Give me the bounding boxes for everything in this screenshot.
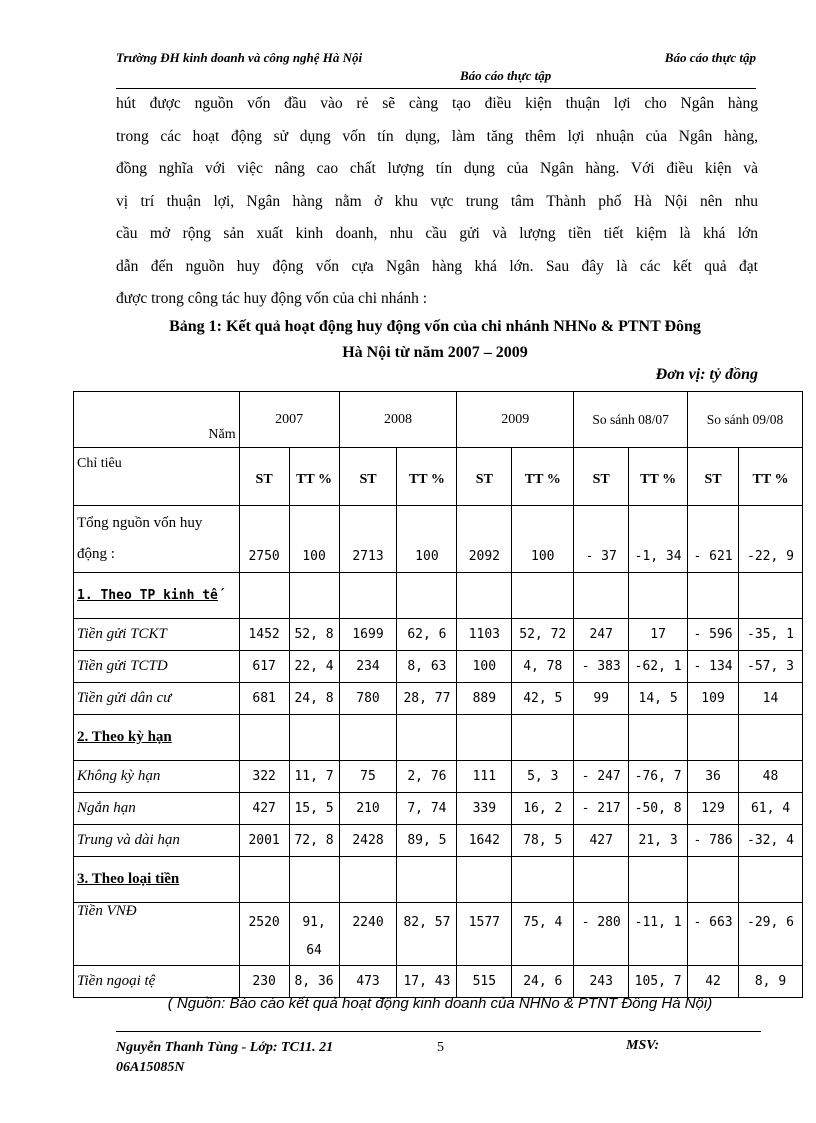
table-cell xyxy=(339,857,397,903)
school-name: Trường ĐH kinh doanh và công nghệ Hà Nội xyxy=(116,50,363,65)
table-cell: - 383 xyxy=(574,651,629,683)
table-cell: 100 xyxy=(289,506,339,573)
table-row xyxy=(74,857,803,903)
corner-year-label: Năm xyxy=(74,392,240,448)
source-note: ( Nguồn: Báo cáo kết quả hoạt động kinh doanh của NHNo & PTNT Đông Hà Nội) xyxy=(167,995,713,1012)
table-cell: - 621 xyxy=(688,506,739,573)
table-cell: -50, 8 xyxy=(629,793,688,825)
table-cell: 99 xyxy=(574,683,629,715)
table-caption-line2: Hà Nội từ năm 2007 – 2009 xyxy=(342,344,528,361)
sub-header-tt: TT % xyxy=(629,448,688,506)
table-cell: 24, 6 xyxy=(512,966,574,998)
table-cell: 210 xyxy=(339,793,397,825)
row-label: Ngắn hạn xyxy=(74,793,240,825)
table-cell: 8, 63 xyxy=(397,651,457,683)
table-cell: 1699 xyxy=(339,619,397,651)
page-header xyxy=(116,48,756,89)
row-label: Tiền gửi dân cư xyxy=(74,683,240,715)
footer-author-line1: Nguyễn Thanh Tùng - Lớp: TC11. 21 xyxy=(116,1040,334,1055)
table-cell: 111 xyxy=(457,761,512,793)
table-cell: 339 xyxy=(457,793,512,825)
table-cell xyxy=(512,857,574,903)
table-cell: - 134 xyxy=(688,651,739,683)
table-cell: 889 xyxy=(457,683,512,715)
table-cell: 17 xyxy=(629,619,688,651)
paragraph-line: trong các hoạt động sử dụng vốn tín dụng, làm tăng thêm lợi nhuận của Ngân hàng, xyxy=(116,127,758,145)
table-cell: 2520 xyxy=(239,903,289,966)
table-row xyxy=(74,966,803,998)
report-title-center: Báo cáo thực tập xyxy=(460,68,552,83)
table-cell xyxy=(239,857,289,903)
corner-indicator-label: Chỉ tiêu xyxy=(74,448,240,506)
table-cell: -22, 9 xyxy=(739,506,803,573)
paragraph-line: vị trí thuận lợi, Ngân hàng nằm ở khu vực trung tâm Thành phố Hà Nội nên nhu xyxy=(116,192,758,210)
table-cell: -11, 1 xyxy=(629,903,688,966)
table-cell: 100 xyxy=(397,506,457,573)
table-cell: 52, 8 xyxy=(289,619,339,651)
table-cell: 1642 xyxy=(457,825,512,857)
table-body xyxy=(74,506,803,998)
table-cell: 515 xyxy=(457,966,512,998)
table-cell: 1103 xyxy=(457,619,512,651)
table-cell: 42 xyxy=(688,966,739,998)
table-cell xyxy=(512,573,574,619)
year-2007: 2007 xyxy=(239,392,339,448)
table-cell: 427 xyxy=(239,793,289,825)
table-cell: 473 xyxy=(339,966,397,998)
table-cell: 52, 72 xyxy=(512,619,574,651)
capital-mobilization-table xyxy=(73,391,803,998)
table-cell: 109 xyxy=(688,683,739,715)
table-row xyxy=(74,825,803,857)
table-cell: 11, 7 xyxy=(289,761,339,793)
row-label: 3. Theo loại tiền xyxy=(74,857,240,903)
table-cell: 2001 xyxy=(239,825,289,857)
table-cell xyxy=(629,573,688,619)
table-cell: 15, 5 xyxy=(289,793,339,825)
sub-header-tt: TT % xyxy=(512,448,574,506)
table-cell: -29, 6 xyxy=(739,903,803,966)
table-caption xyxy=(110,314,760,366)
table-cell xyxy=(239,715,289,761)
sub-header-tt: TT % xyxy=(397,448,457,506)
page-number: 5 xyxy=(437,1040,444,1055)
table-row xyxy=(74,573,803,619)
table-cell xyxy=(688,715,739,761)
table-cell: 17, 43 xyxy=(397,966,457,998)
year-header-row xyxy=(74,392,803,448)
table-cell xyxy=(688,857,739,903)
table-cell: -1, 34 xyxy=(629,506,688,573)
table-cell: 617 xyxy=(239,651,289,683)
table-cell xyxy=(574,715,629,761)
table-cell: 14, 5 xyxy=(629,683,688,715)
table-row xyxy=(74,683,803,715)
table-cell: 230 xyxy=(239,966,289,998)
table-cell: - 596 xyxy=(688,619,739,651)
table-cell: - 786 xyxy=(688,825,739,857)
table-cell: - 217 xyxy=(574,793,629,825)
table-cell xyxy=(397,857,457,903)
row-label: Tiền gửi TCKT xyxy=(74,619,240,651)
sub-header-tt: TT % xyxy=(739,448,803,506)
row-label: Tiền ngoại tệ xyxy=(74,966,240,998)
table-row xyxy=(74,715,803,761)
sub-header-st: ST xyxy=(688,448,739,506)
table-cell: 78, 5 xyxy=(512,825,574,857)
table-cell xyxy=(339,573,397,619)
table-cell: 28, 77 xyxy=(397,683,457,715)
table-cell xyxy=(457,857,512,903)
table-cell: 2428 xyxy=(339,825,397,857)
sub-header-row xyxy=(74,448,803,506)
table-cell: 2240 xyxy=(339,903,397,966)
table-cell: 82, 57 xyxy=(397,903,457,966)
row-label: Tiền gửi TCTD xyxy=(74,651,240,683)
table-cell xyxy=(739,573,803,619)
paragraph-line: cầu mở rộng sản xuất kinh doanh, nhu cầu gửi và lượng tiền tiết kiệm là khá lớn xyxy=(116,225,758,242)
table-row xyxy=(74,793,803,825)
table-cell: - 280 xyxy=(574,903,629,966)
table-cell xyxy=(457,573,512,619)
row-label: 2. Theo kỳ hạn xyxy=(74,715,240,761)
table-cell: 2092 xyxy=(457,506,512,573)
table-cell: 5, 3 xyxy=(512,761,574,793)
table-cell xyxy=(239,573,289,619)
paragraph-line: dẫn đến nguồn huy động vốn cựa Ngân hàng khá lớn. Sau đây là các kết quả đạt xyxy=(116,257,758,275)
compare-08-07: So sánh 08/07 xyxy=(574,392,688,448)
table-cell: 780 xyxy=(339,683,397,715)
table-cell: 1577 xyxy=(457,903,512,966)
table-cell xyxy=(739,715,803,761)
table-cell: 105, 7 xyxy=(629,966,688,998)
table-cell: 7, 74 xyxy=(397,793,457,825)
sub-header-tt: TT % xyxy=(289,448,339,506)
table-cell: 24, 8 xyxy=(289,683,339,715)
table-row xyxy=(74,903,803,966)
table-caption-line1: Bảng 1: Kết quả hoạt động huy động vốn của chi nhánh NHNo & PTNT Đông xyxy=(169,318,701,335)
table-row xyxy=(74,506,803,573)
table-cell xyxy=(688,573,739,619)
table-cell xyxy=(289,573,339,619)
table-cell: 100 xyxy=(457,651,512,683)
year-2009: 2009 xyxy=(457,392,574,448)
table-cell: -57, 3 xyxy=(739,651,803,683)
row-label: Tổng nguồn vốn huy động : xyxy=(74,506,240,573)
table-cell: 322 xyxy=(239,761,289,793)
table-cell xyxy=(512,715,574,761)
table-cell xyxy=(339,715,397,761)
table-cell: -35, 1 xyxy=(739,619,803,651)
table-cell: -76, 7 xyxy=(629,761,688,793)
table-row xyxy=(74,761,803,793)
table-cell: 75, 4 xyxy=(512,903,574,966)
table-cell: 89, 5 xyxy=(397,825,457,857)
table-cell: 2713 xyxy=(339,506,397,573)
sub-header-st: ST xyxy=(457,448,512,506)
table-cell: 61, 4 xyxy=(739,793,803,825)
table-cell: 14 xyxy=(739,683,803,715)
table-cell: 72, 8 xyxy=(289,825,339,857)
table-cell: 4, 78 xyxy=(512,651,574,683)
table-cell: 247 xyxy=(574,619,629,651)
sub-header-st: ST xyxy=(574,448,629,506)
footer-author-line2: 06A15085N xyxy=(116,1060,185,1075)
row-label: Tiền VNĐ xyxy=(74,903,240,966)
table-cell: 75 xyxy=(339,761,397,793)
footer-msv: MSV: xyxy=(626,1038,660,1053)
report-title-right: Báo cáo thực tập xyxy=(664,50,756,65)
table-cell: 16, 2 xyxy=(512,793,574,825)
table-cell: 427 xyxy=(574,825,629,857)
sub-header-st: ST xyxy=(339,448,397,506)
table-cell: -32, 4 xyxy=(739,825,803,857)
table-cell xyxy=(289,857,339,903)
table-cell: 8, 36 xyxy=(289,966,339,998)
table-cell xyxy=(629,857,688,903)
paragraph-line: được trong công tác huy động vốn của chi nhánh : xyxy=(116,290,428,307)
table-row xyxy=(74,651,803,683)
table-cell: 62, 6 xyxy=(397,619,457,651)
table-cell: - 663 xyxy=(688,903,739,966)
table-cell: 129 xyxy=(688,793,739,825)
table-cell: - 37 xyxy=(574,506,629,573)
table-cell: 48 xyxy=(739,761,803,793)
table-cell: 36 xyxy=(688,761,739,793)
table-cell: 234 xyxy=(339,651,397,683)
table-cell: 1452 xyxy=(239,619,289,651)
table-cell: -62, 1 xyxy=(629,651,688,683)
year-2008: 2008 xyxy=(339,392,457,448)
table-cell xyxy=(574,857,629,903)
row-label: Không kỳ hạn xyxy=(74,761,240,793)
compare-09-08: So sánh 09/08 xyxy=(688,392,803,448)
paragraph-line: đồng nghĩa với việc nâng cao chất lượng tín dụng của Ngân hàng. Với điều kiện và xyxy=(116,160,758,177)
table-cell xyxy=(397,715,457,761)
row-label: Trung và dài hạn xyxy=(74,825,240,857)
table-cell xyxy=(397,573,457,619)
table-cell xyxy=(629,715,688,761)
table-cell xyxy=(574,573,629,619)
table-cell: 2750 xyxy=(239,506,289,573)
table-cell: 8, 9 xyxy=(739,966,803,998)
row-label: 1. Theo TP kinh tế xyxy=(74,573,240,619)
table-cell: 681 xyxy=(239,683,289,715)
table-cell xyxy=(289,715,339,761)
sub-header-st: ST xyxy=(239,448,289,506)
table-cell: 243 xyxy=(574,966,629,998)
table-cell: 100 xyxy=(512,506,574,573)
unit-label: Đơn vị: tỷ đồng xyxy=(655,366,758,383)
table-cell xyxy=(457,715,512,761)
paragraph-line: hút được nguồn vốn đầu vào rẻ sẽ càng tạo điều kiện thuận lợi cho Ngân hàng xyxy=(116,95,758,112)
table-cell: 91, 64 xyxy=(289,903,339,966)
table-row xyxy=(74,619,803,651)
table-cell: - 247 xyxy=(574,761,629,793)
table-cell: 22, 4 xyxy=(289,651,339,683)
body-paragraph xyxy=(116,88,758,316)
table-cell: 2, 76 xyxy=(397,761,457,793)
footer-author xyxy=(116,1038,333,1078)
footer-divider xyxy=(116,1031,761,1032)
table-cell: 21, 3 xyxy=(629,825,688,857)
table-cell xyxy=(739,857,803,903)
table-cell: 42, 5 xyxy=(512,683,574,715)
